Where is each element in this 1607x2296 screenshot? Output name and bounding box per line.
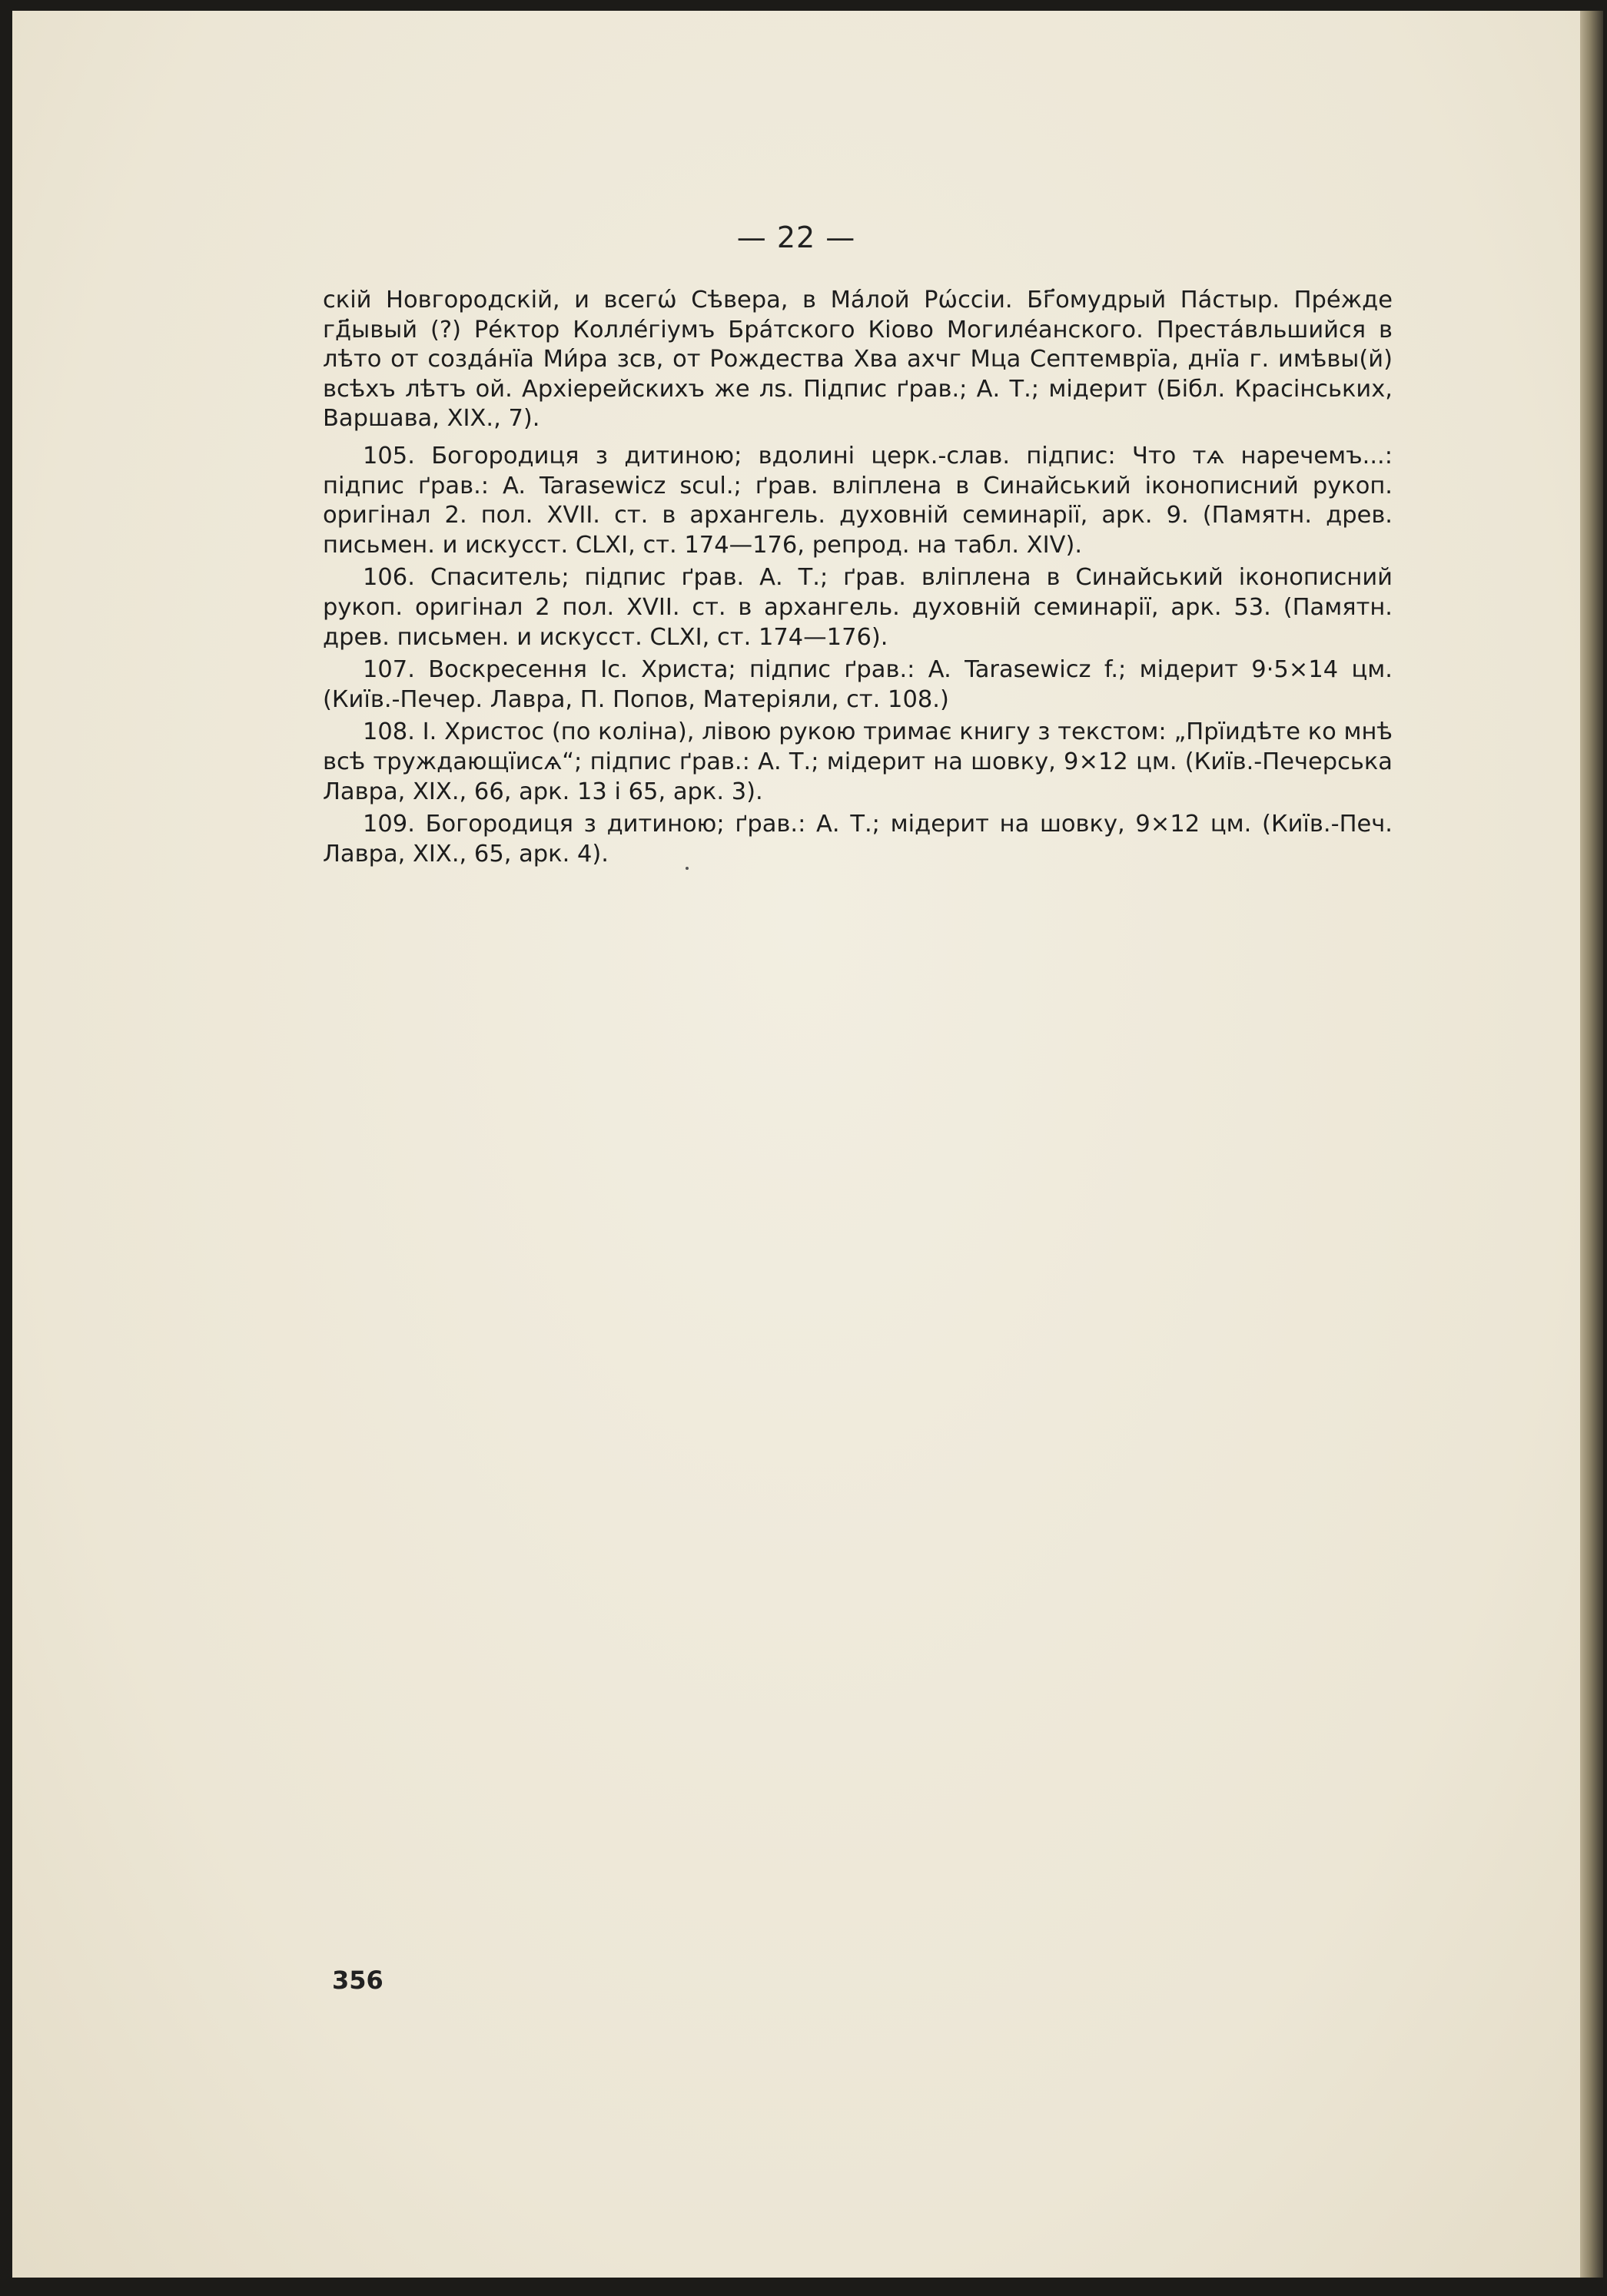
catalog-entry-107: 107. Воскресення Іс. Христа; підпис ґрав.: A. Tarasewicz f.; мідерит 9·5×14 цм. (Київ.-Печер. Лавра, П. Попов, Матеріяли, ст. 108.) <box>323 656 1393 713</box>
catalog-entry-105: 105. Богородиця з дитиною; вдолині церк.-слав. підпис: Что тѧ наречемъ...: підпис ґрав.: A. Tarasewicz scul.; ґрав. вліплена в Синайський іконописний рукоп. оригінал 2. пол. XVII. ст. в архангель. духовній семинарії, арк. 9. (Памятн. древ. письмен. и искусст. CLXI, ст. 174—176, репрод. на табл. XIV). <box>323 442 1393 559</box>
page-number: — 22 — <box>736 221 856 254</box>
catalog-entry-106: 106. Спаситель; підпис ґрав. А. Т.; ґрав. вліплена в Синайський іконописний рукоп. оригінал 2 пол. XVII. ст. в архангель. духовній семинарії, арк. 53. (Памятн. древ. письмен. и искусст. CLXI, ст. 174—176). <box>323 564 1393 651</box>
ink-speck <box>686 867 689 870</box>
catalog-entry-109: 109. Богородиця з дитиною; ґрав.: А. Т.; мідерит на шовку, 9×12 цм. (Київ.-Печ. Лавра, XIX., 65, арк. 4). <box>323 811 1393 868</box>
footer-page-number: 356 <box>332 1966 383 1995</box>
catalog-text-block <box>323 286 1393 872</box>
continued-entry: скій Новгородскій, и всегѡ́ Сѣвера, в Ма́лой Рѡ́ссіи. Бг҃омудрый Па́стыр. Пре́жде гд҃ывый (?) Ре́ктор Колле́гіумъ Бра́тского Кіово Могиле́анского. Преста́вльшийся в лѣто от созда́нїа Ми́ра зсв, от Рождества Хва ахчг Мца Септемврїа, днїа г. имѣвы(й) всѣхъ лѣтъ ой. Архіерейскихъ же лѕ. Підпис ґрав.; А. Т.; мідерит (Бібл. Красінських, Варшава, XIX., 7). <box>323 287 1393 433</box>
catalog-entry-108: 108. І. Христос (по коліна), лівою рукою тримає книгу з текстом: „Прїидѣте ко мнѣ всѣ труждающїисѧ“; підпис ґрав.: А. Т.; мідерит на шовку, 9×12 цм. (Київ.-Печерська Лавра, XIX., 66, арк. 13 і 65, арк. 3). <box>323 718 1393 805</box>
page-edge-shadow <box>1580 11 1603 2278</box>
